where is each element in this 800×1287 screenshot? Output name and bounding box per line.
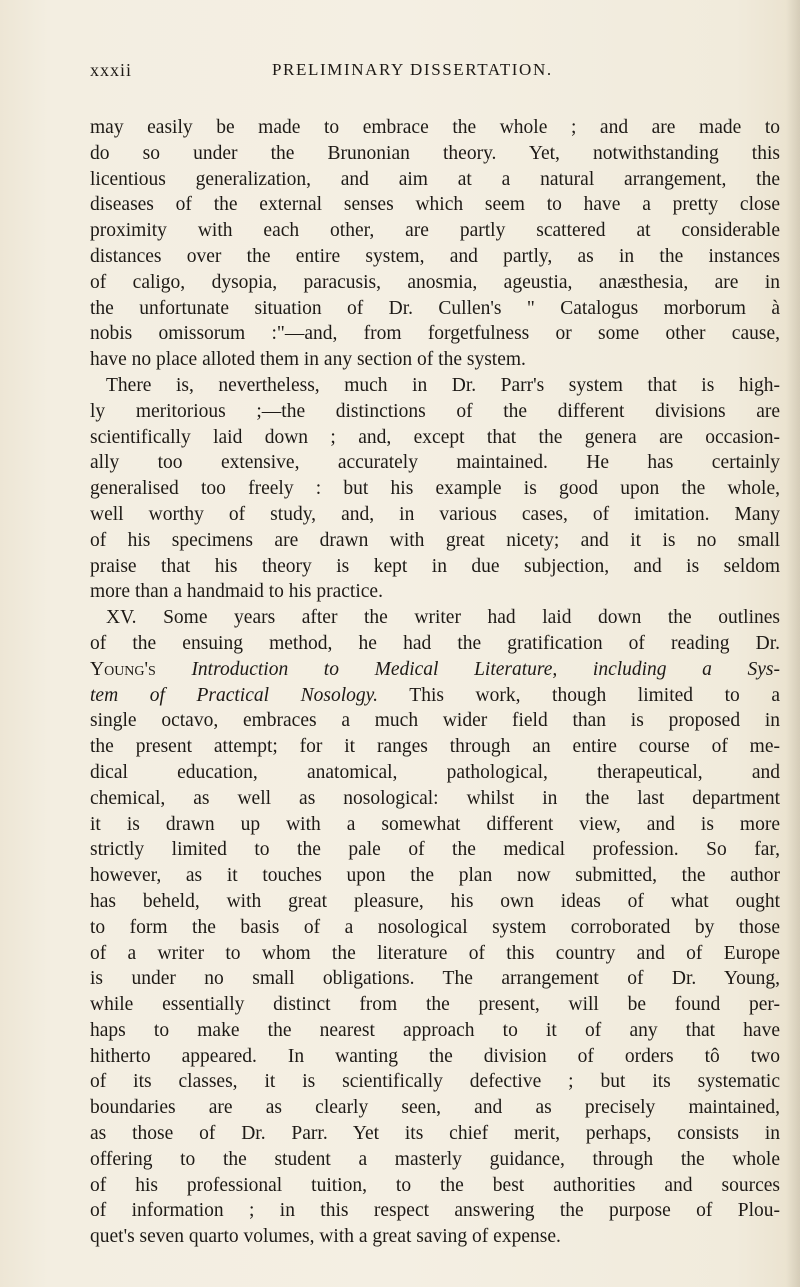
text-line: of caligo, dysopia, paracusis, anosmia, ageustia, anæsthesia, are in [90,271,780,293]
text-line: nobis omissorum :"—and, from forgetfulness or some other cause, [90,323,780,345]
text-line: praise that his theory is kept in due subjection, and is seldom [90,555,780,577]
text-line: There is, nevertheless, much in Dr. Parr's system that is high- [106,374,780,396]
text-line: of a writer to whom the literature of this country and of Europe [90,942,780,964]
running-header [90,60,780,84]
text-segment: Introduction to Medical Literature, including a Sys- [191,658,780,680]
text-line: as those of Dr. Parr. Yet its chief merit, perhaps, consists in [90,1123,780,1145]
text-line [90,683,780,709]
text-line: boundaries are as clearly seen, and as precisely maintained, [90,1097,780,1119]
text-line: of his professional tuition, to the best authorities and sources [90,1174,780,1196]
text-line: the unfortunate situation of Dr. Cullen's " Catalogus morborum à [90,297,780,319]
text-line: haps to make the nearest approach to it of any that have [90,1019,780,1041]
text-segment: Young's [90,658,156,680]
text-line: strictly limited to the pale of the medical profession. So far, [90,839,780,861]
text-segment: tem of Practical Nosology. [90,684,379,706]
text-line: scientifically laid down ; and, except that the genera are occasion- [90,426,780,448]
text-line: quet's seven quarto volumes, with a great saving of expense. [90,1226,561,1248]
text-line: ally too extensive, accurately maintained. He has certainly [90,452,780,474]
text-line: it is drawn up with a somewhat different view, and is more [90,813,780,835]
text-line: single octavo, embraces a much wider field than is proposed in [90,710,780,732]
text-line: while essentially distinct from the present, will be found per- [90,994,780,1016]
text-line: is under no small obligations. The arrangement of Dr. Young, [90,968,780,990]
text-line: has beheld, with great pleasure, his own ideas of what ought [90,890,780,912]
text-line: of information ; in this respect answering the purpose of Plou- [90,1200,780,1222]
text-line: of his specimens are drawn with great nicety; and it is no small [90,529,780,551]
text-line: generalised too freely : but his example is good upon the whole, [90,478,780,500]
text-line: more than a handmaid to his practice. [90,581,383,603]
text-line: diseases of the external senses which seem to have a pretty close [90,194,780,216]
text-segment [156,659,192,680]
text-line: ly meritorious ;—the distinctions of the different divisions are [90,400,780,422]
text-line: to form the basis of a nosological system corroborated by those [90,916,780,938]
text-line: hitherto appeared. In wanting the division of orders tô two [90,1045,780,1067]
text-line: dical education, anatomical, pathological, therapeutical, and [90,761,780,783]
body-text [90,115,780,1250]
text-line: chemical, as well as nosological: whilst in the last department [90,787,780,809]
text-line: however, as it touches upon the plan now submitted, the author [90,865,780,887]
text-line: the present attempt; for it ranges through an entire course of me- [90,736,780,758]
text-line: well worthy of study, and, in various cases, of imitation. Many [90,503,780,525]
text-line: offering to the student a masterly guidance, through the whole [90,1148,780,1170]
running-title: PRELIMINARY DISSERTATION. [272,60,553,79]
text-line [90,657,780,683]
text-line: do so under the Brunonian theory. Yet, notwithstanding this [90,142,780,164]
text-line: licentious generalization, and aim at a natural arrangement, the [90,168,780,190]
text-line: proximity with each other, are partly scattered at considerable [90,220,780,242]
page-edge-shadow [786,0,800,1287]
text-segment: This work, though limited to a [378,684,780,706]
text-line: distances over the entire system, and partly, as in the instances [90,245,780,267]
text-line: XV. Some years after the writer had laid down the outlines [106,607,780,629]
text-line: may easily be made to embrace the whole ; and are made to [90,117,780,138]
page-number: xxxii [90,60,133,80]
text-line: of the ensuing method, he had the gratification of reading Dr. [90,632,780,654]
text-line: have no place alloted them in any section of the system. [90,349,526,371]
text-line: of its classes, it is scientifically defective ; but its systematic [90,1071,780,1093]
